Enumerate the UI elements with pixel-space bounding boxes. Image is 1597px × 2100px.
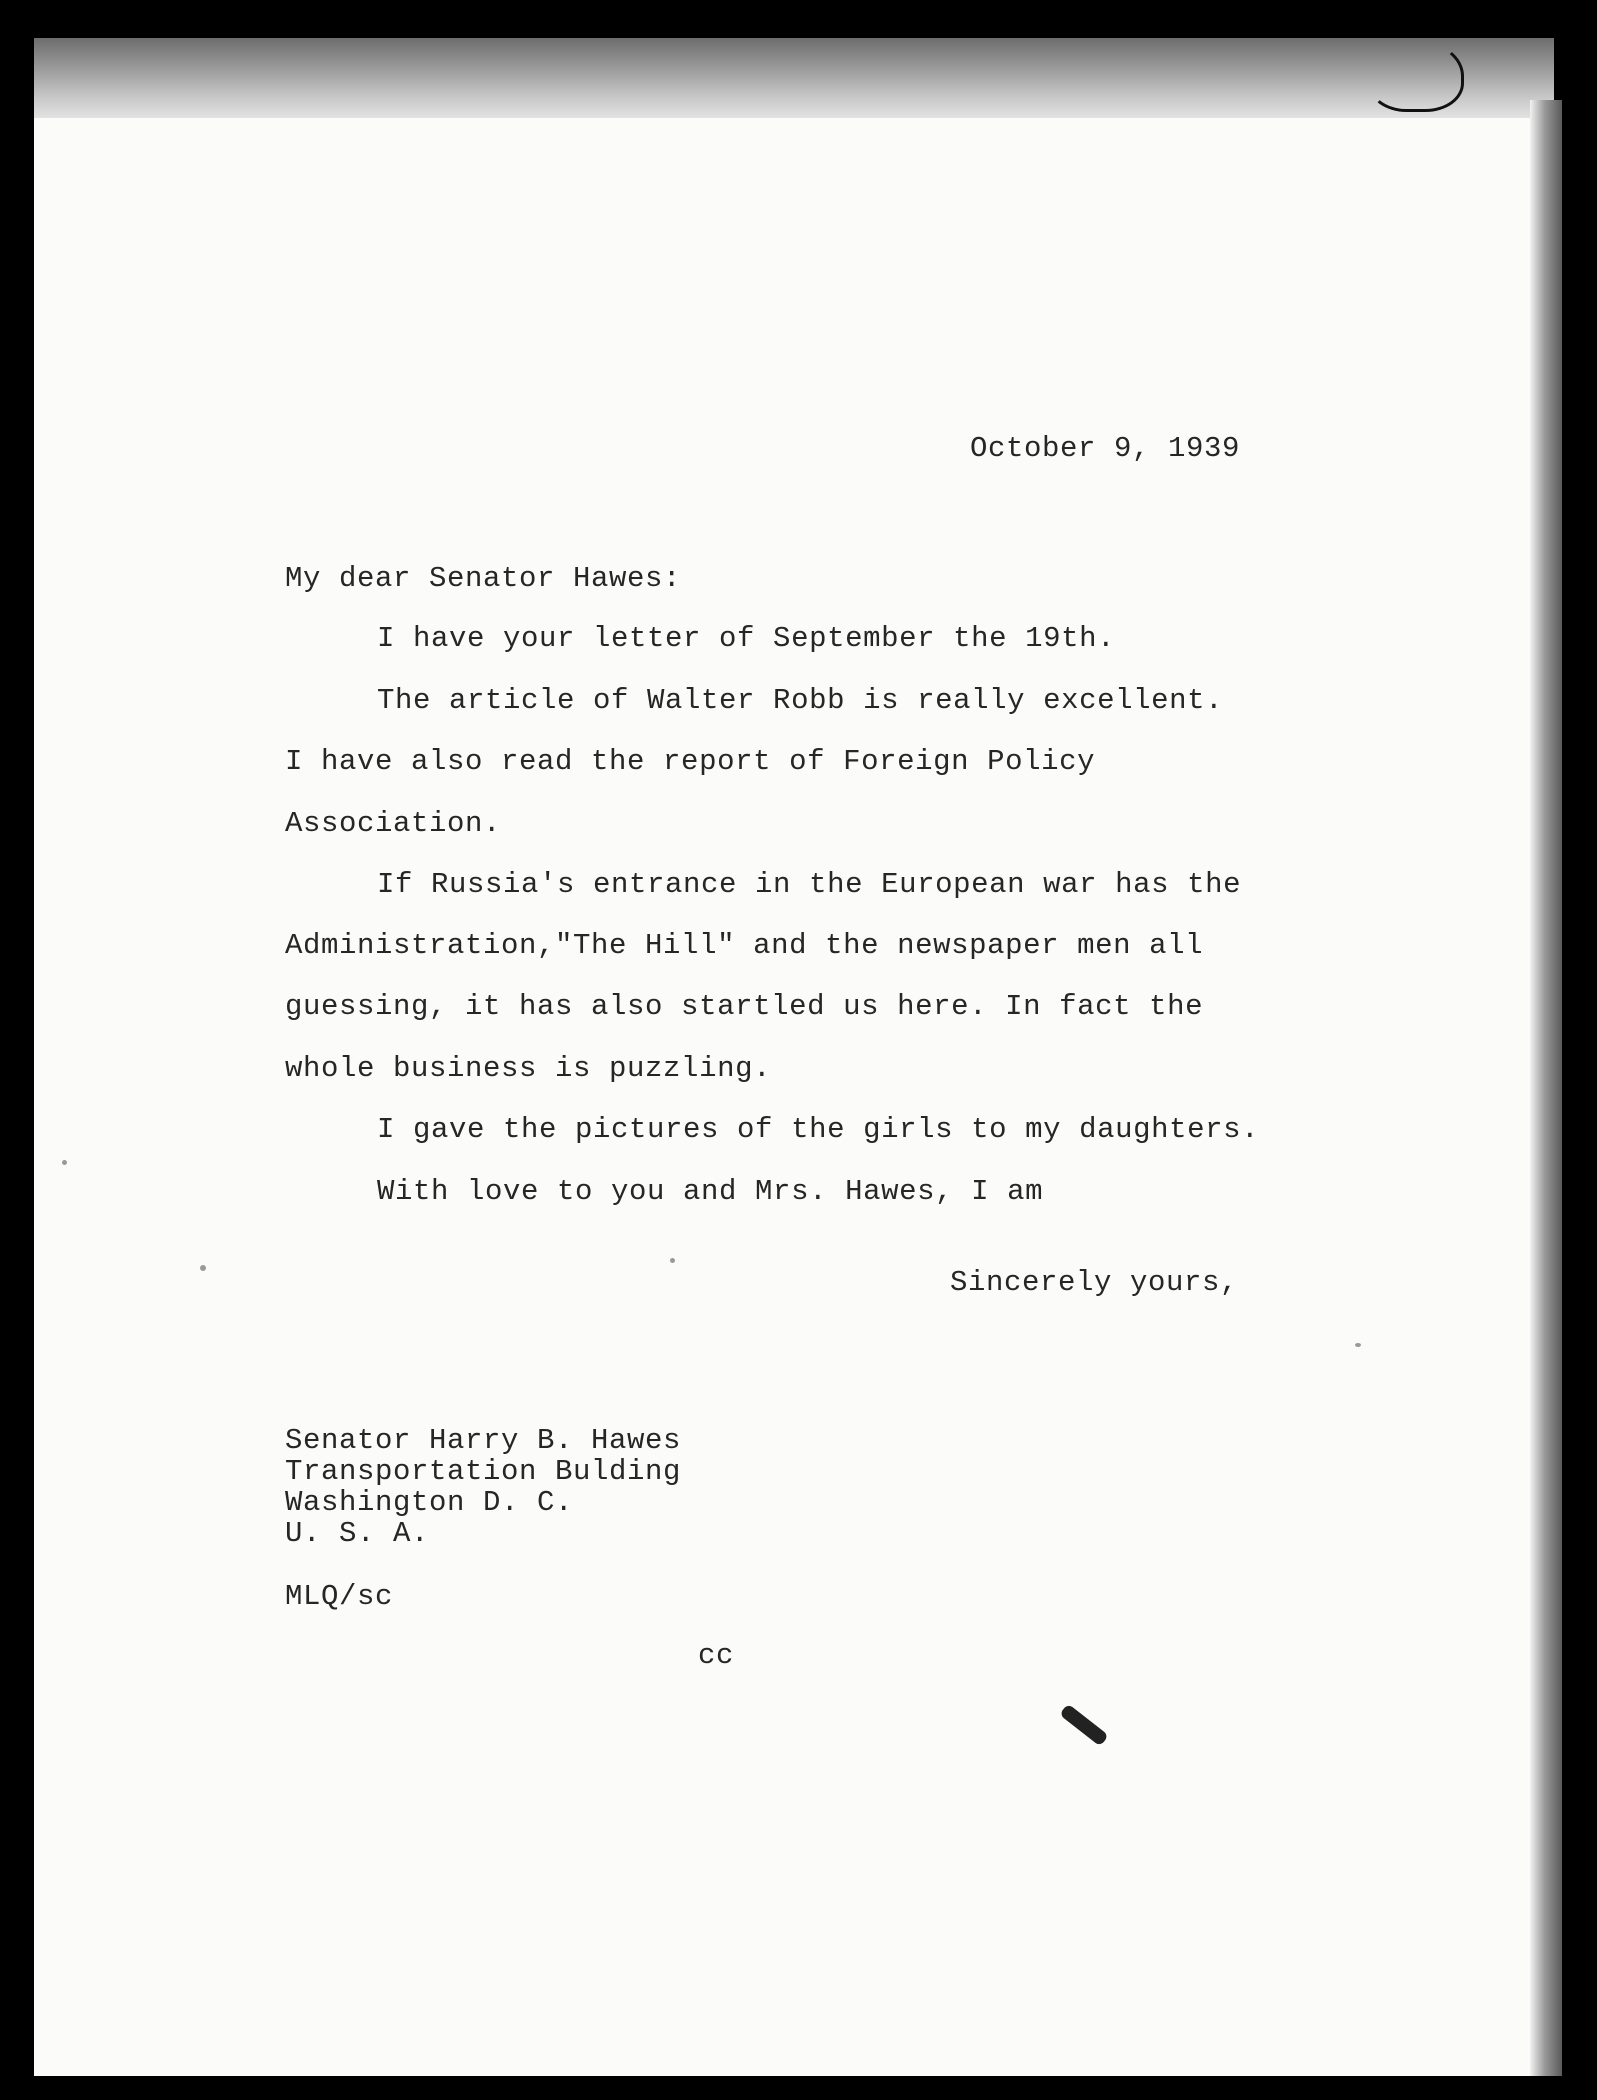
address-line-2: Transportation Bulding [285, 1455, 682, 1488]
typist-initials: MLQ/sc [285, 1580, 394, 1613]
letter-date: October 9, 1939 [970, 432, 1241, 465]
body-line-7: guessing, it has also startled us here. In fact the [285, 990, 1204, 1023]
scan-speck [62, 1160, 67, 1165]
body-line-5: If Russia's entrance in the European war has the [377, 868, 1242, 901]
letter-paper [34, 118, 1554, 2076]
salutation: My dear Senator Hawes: [285, 562, 682, 595]
body-line-3: I have also read the report of Foreign Policy [285, 745, 1096, 778]
scan-top-shadow [34, 38, 1554, 124]
paper-edge-shadow [1530, 100, 1562, 2076]
carbon-copy-mark: cc [698, 1639, 735, 1672]
scan-speck [670, 1258, 675, 1263]
body-line-8: whole business is puzzling. [285, 1052, 772, 1085]
address-line-4: U. S. A. [285, 1517, 430, 1550]
address-line-3: Washington D. C. [285, 1486, 574, 1519]
body-line-4: Association. [285, 807, 502, 840]
body-line-9: I gave the pictures of the girls to my daughters. [377, 1113, 1260, 1146]
page-curl-mark [1368, 40, 1464, 112]
body-line-6: Administration,"The Hill" and the newspaper men all [285, 929, 1204, 962]
closing: Sincerely yours, [950, 1266, 1239, 1299]
scan-speck [200, 1265, 206, 1271]
scan-speck [1355, 1343, 1361, 1347]
body-line-1: I have your letter of September the 19th. [377, 622, 1116, 655]
body-line-2: The article of Walter Robb is really excellent. [377, 684, 1224, 717]
address-line-1: Senator Harry B. Hawes [285, 1424, 682, 1457]
body-line-10: With love to you and Mrs. Hawes, I am [377, 1175, 1044, 1208]
